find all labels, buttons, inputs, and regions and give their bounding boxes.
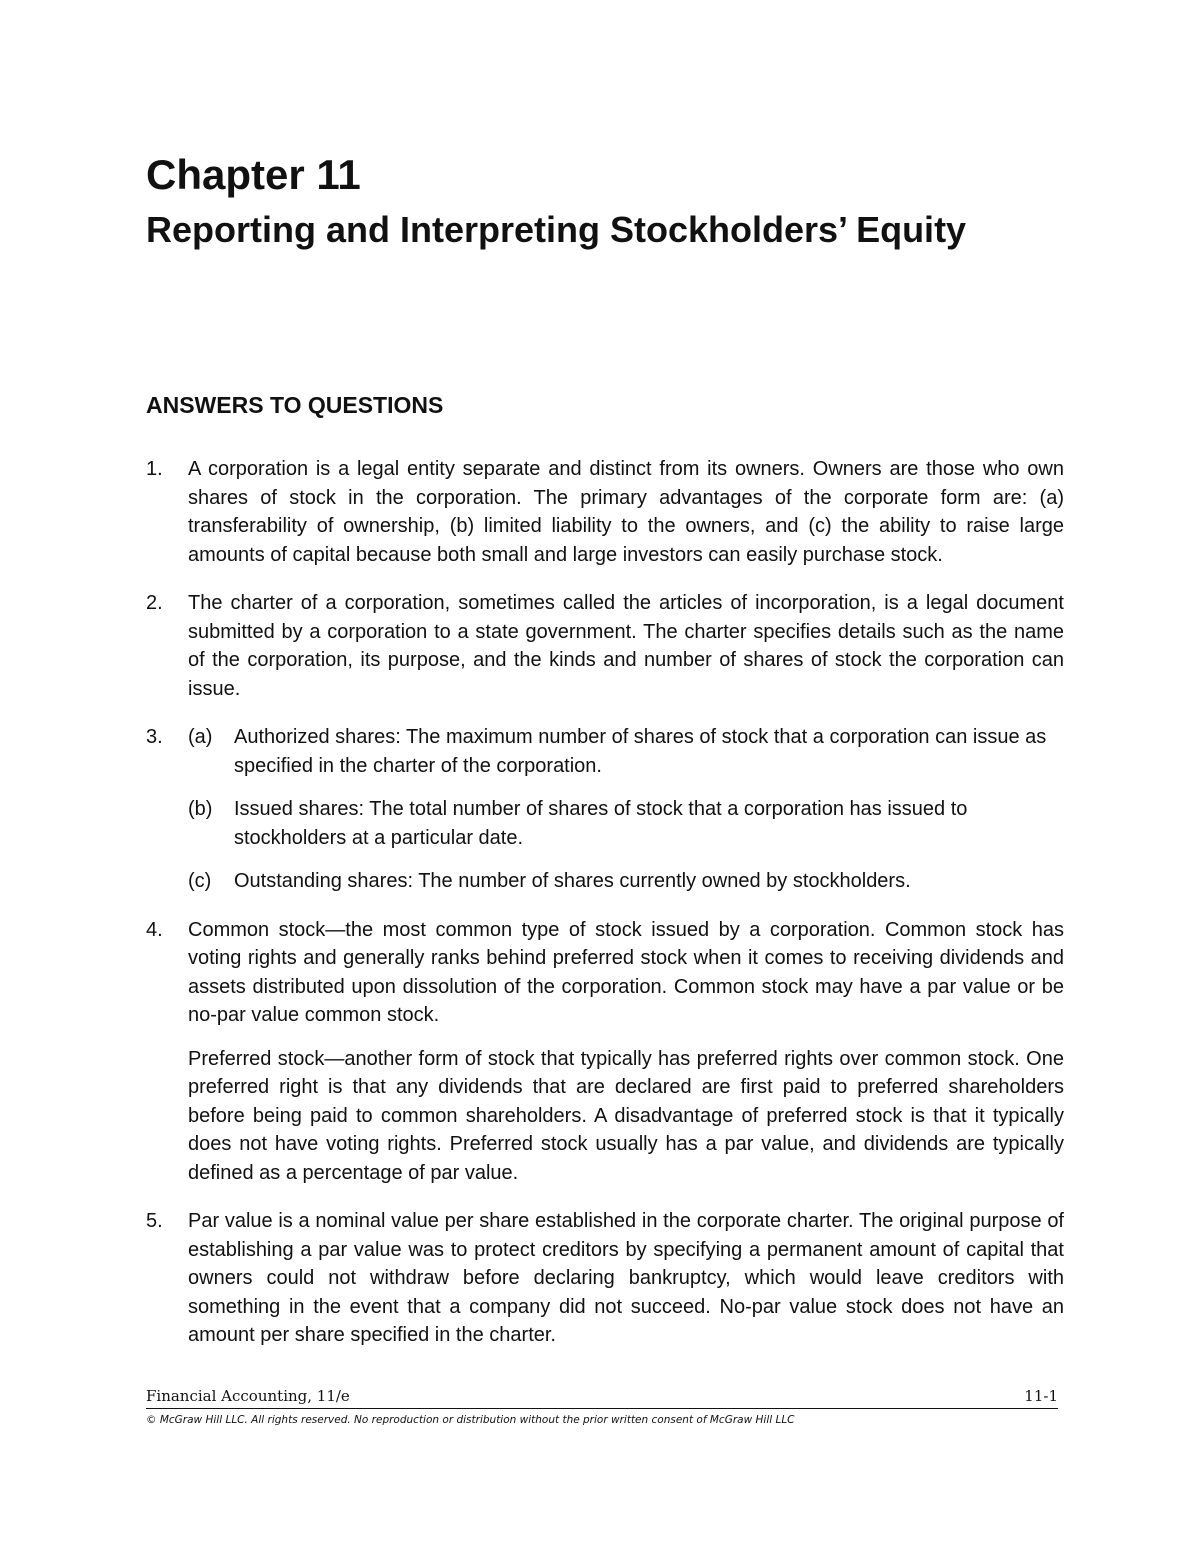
answer-number: 4. <box>146 918 163 941</box>
answer-paragraph: Common stock—the most common type of stock issued by a corporation. Common stock has voting rights and generally ranks behind preferred stock when it comes to receiving dividends and assets distributed upon dissolution of the corporation. Common stock may have a par value or be no-par value common stock. <box>188 918 1064 1026</box>
answer-item <box>146 455 1064 569</box>
chapter-subtitle: Reporting and Interpreting Stockholders’ Equity <box>146 209 967 250</box>
answer-number: 2. <box>146 592 163 614</box>
subitem-text: Outstanding shares: The number of shares currently owned by stockholders. <box>234 870 911 892</box>
answer-item <box>146 916 1064 1188</box>
answer-number: 1. <box>146 458 163 480</box>
page-footer <box>146 1386 1058 1409</box>
subitem-text: Authorized shares: The maximum number of shares of stock that a corporation can issue as specified in the charter of the corporation. <box>234 726 1047 777</box>
copyright-notice: © McGraw Hill LLC. All rights reserved. No reproduction or distribution without the prior written consent of McGraw Hill LLC <box>146 1414 795 1426</box>
answer-number: 5. <box>146 1210 163 1232</box>
answer-paragraph: Par value is a nominal value per share established in the corporate charter. The original purpose of establishing a par value was to protect creditors by specifying a permanent amount of capital that owners could not withdraw before declaring bankruptcy, which would leave creditors with something in the event that a company did not succeed. No-par value stock does not have an amount per share specified in the charter. <box>188 1210 1064 1346</box>
answer-paragraph: The charter of a corporation, sometimes called the articles of incorporation, is a legal document submitted by a corporation to a state government. The charter specifies details such as the name of the corporation, its purpose, and the kinds and number of shares of stock the corporation can issue. <box>188 592 1064 700</box>
answer-paragraph: A corporation is a legal entity separate and distinct from its owners. Owners are those who own shares of stock in the corporation. The primary advantages of the corporate form are: (a) transferability of ownership, (b) limited liability to the owners, and (c) the ability to raise large amounts of capital because both small and large investors can easily purchase stock. <box>188 458 1064 566</box>
subitem-letter: (c) <box>188 870 212 892</box>
footer-page-number: 11-1 <box>1024 1387 1058 1405</box>
answer-subitem <box>188 795 1064 852</box>
answers-list <box>146 440 1064 1370</box>
answer-subitem <box>188 723 1064 780</box>
footer-book-title: Financial Accounting, 11/e <box>146 1387 350 1405</box>
answer-item <box>146 723 1064 896</box>
answer-number: 3. <box>146 726 163 748</box>
subitem-text: Issued shares: The total number of shares of stock that a corporation has issued to stockholders at a particular date. <box>234 798 968 849</box>
section-heading: ANSWERS TO QUESTIONS <box>146 392 444 418</box>
answer-paragraph: Preferred stock—another form of stock that typically has preferred rights over common stock. One preferred right is that any dividends that are declared are first paid to preferred shareholders before being paid to common shareholders. A disadvantage of preferred stock is that it typically does not have voting rights. Preferred stock usually has a par value, and dividends are typically defined as a percentage of par value. <box>188 1047 1064 1184</box>
subitem-letter: (b) <box>188 798 213 820</box>
answer-item <box>146 1207 1064 1350</box>
chapter-title: Chapter 11 <box>146 151 361 198</box>
subitem-letter: (a) <box>188 726 213 748</box>
answer-item <box>146 589 1064 703</box>
answer-subitem <box>188 867 1064 896</box>
